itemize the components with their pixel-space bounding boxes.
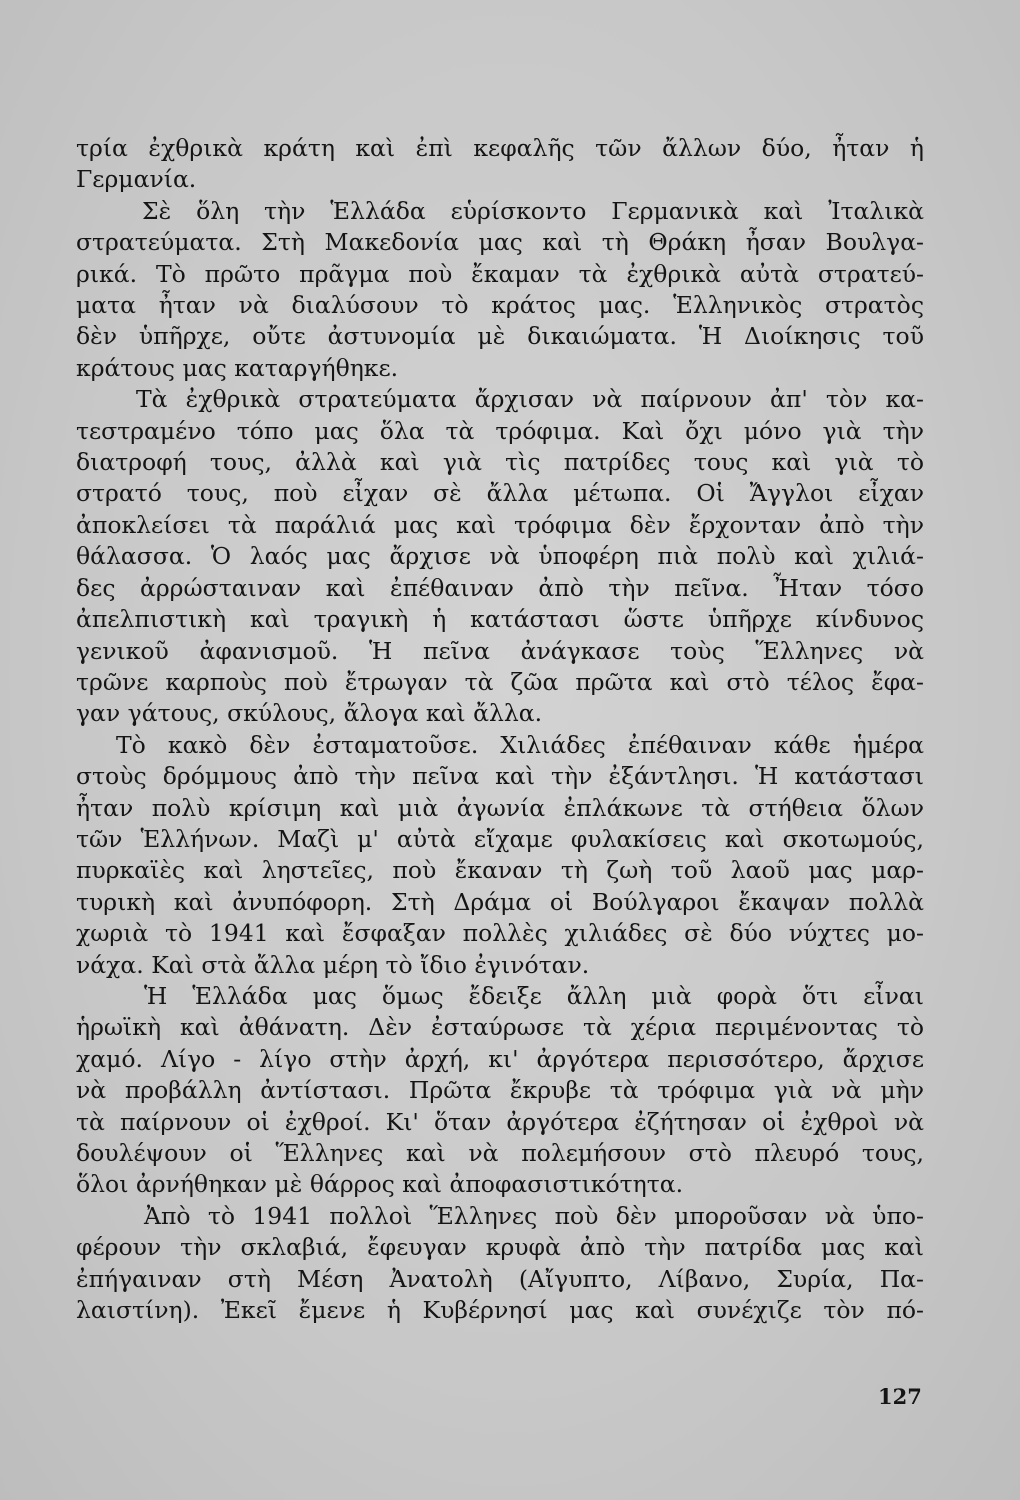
text-line: στοὺς δρόμμους ἀπὸ τὴν πεῖνα καὶ τὴν ἐξάντλησι. Ἡ κατάστασι [76, 762, 924, 791]
text-line: δες ἀρρώσταιναν καὶ ἐπέθαιναν ἀπὸ τὴν πεῖνα. Ἦταν τόσο [76, 573, 924, 602]
text-line: λαιστίνη). Ἐκεῖ ἔμενε ἡ Κυβέρνησί μας καὶ συνέχιζε τὸν πό- [76, 1296, 924, 1325]
text-line: Τὸ κακὸ δὲν ἐσταματοῦσε. Χιλιάδες ἐπέθαιναν κάθε ἡμέρα [116, 730, 924, 759]
text-line: δὲν ὑπῆρχε, οὔτε ἀστυνομία μὲ δικαιώματα. Ἡ Διοίκησις τοῦ [76, 322, 924, 351]
text-line: στρατεύματα. Στὴ Μακεδονία μας καὶ τὴ Θράκη ἦσαν Βουλγα- [76, 228, 924, 257]
text-line: τρία ἐχθρικὰ κράτη καὶ ἐπὶ κεφαλῆς τῶν ἄλλων δύο, ἦταν ἡ [76, 134, 924, 162]
text-line: κράτους μας καταργήθηκε. [76, 353, 399, 382]
text-line: ματα ἦταν νὰ διαλύσουν τὸ κράτος μας. Ἑλληνικὸς στρατὸς [76, 291, 924, 320]
body-text [76, 133, 924, 1326]
text-line: χαμό. Λίγο - λίγο στὴν ἀρχή, κι' ἀργότερα περισσότερο, ἄρχισε [76, 1044, 924, 1073]
text-line: τῶν Ἑλλήνων. Μαζὶ μ' αὐτὰ εἴχαμε φυλακίσεις καὶ σκοτωμούς, [76, 824, 924, 853]
text-line: διατροφή τους, ἀλλὰ καὶ γιὰ τὶς πατρίδες τους καὶ γιὰ τὸ [76, 448, 924, 477]
text-line: ἐπήγαιναν στὴ Μέση Ἀνατολὴ (Αἴγυπτο, Λίβανο, Συρία, Πα- [76, 1264, 924, 1293]
text-line: Σὲ ὅλη τὴν Ἑλλάδα εὑρίσκοντο Γερμανικὰ καὶ Ἰταλικὰ [142, 196, 924, 225]
text-line: στρατό τους, ποὺ εἶχαν σὲ ἄλλα μέτωπα. Οἱ Ἄγγλοι εἶχαν [76, 479, 924, 508]
text-line: νὰ προβάλλη ἀντίστασι. Πρῶτα ἔκρυβε τὰ τρόφιμα γιὰ νὰ μὴν [76, 1076, 924, 1105]
text-line: ἦταν πολὺ κρίσιμη καὶ μιὰ ἀγωνία ἐπλάκωνε τὰ στήθεια ὅλων [76, 793, 924, 822]
text-line: νάχα. Καὶ στὰ ἄλλα μέρη τὸ ἴδιο ἐγινόταν. [76, 950, 590, 979]
text-line: Ἡ Ἑλλάδα μας ὅμως ἔδειξε ἄλλη μιὰ φορὰ ὅτι εἶναι [144, 981, 924, 1010]
page-number: 127 [878, 1384, 922, 1409]
text-line: Τὰ ἐχθρικὰ στρατεύματα ἄρχισαν νὰ παίρνουν ἀπ' τὸν κα- [136, 385, 924, 414]
text-line: γενικοῦ ἀφανισμοῦ. Ἡ πεῖνα ἀνάγκασε τοὺς Ἕλληνες νὰ [76, 636, 924, 665]
text-line: χωριὰ τὸ 1941 καὶ ἔσφαξαν πολλὲς χιλιάδες σὲ δύο νύχτες μο- [76, 919, 924, 948]
text-line: πυρκαϊὲς καὶ ληστεῖες, ποὺ ἔκαναν τὴ ζωὴ τοῦ λαοῦ μας μαρ- [76, 856, 924, 885]
text-line: γαν γάτους, σκύλους, ἄλογα καὶ ἄλλα. [76, 699, 543, 728]
text-line: τρῶνε καρποὺς ποὺ ἔτρωγαν τὰ ζῶα πρῶτα καὶ στὸ τέλος ἔφα- [76, 667, 924, 696]
text-line: ρικά. Τὸ πρῶτο πρᾶγμα ποὺ ἔκαμαν τὰ ἐχθρικὰ αὐτὰ στρατεύ- [76, 259, 924, 288]
text-line: δουλέψουν οἱ Ἕλληνες καὶ νὰ πολεμήσουν στὸ πλευρό τους, [76, 1139, 924, 1167]
text-line: φέρουν τὴν σκλαβιά, ἔφευγαν κρυφὰ ἀπὸ τὴν πατρίδα μας καὶ [76, 1233, 924, 1262]
text-line: Ἀπὸ τὸ 1941 πολλοὶ Ἕλληνες ποὺ δὲν μποροῦσαν νὰ ὑπο- [144, 1201, 924, 1230]
text-line: ὅλοι ἀρνήθηκαν μὲ θάρρος καὶ ἀποφασιστικότητα. [76, 1170, 684, 1199]
text-line: τυρικὴ καὶ ἀνυπόφορη. Στὴ Δράμα οἱ Βούλγαροι ἔκαψαν πολλὰ [76, 887, 924, 916]
text-line: ἀπελπιστικὴ καὶ τραγικὴ ἡ κατάστασι ὥστε ὑπῆρχε κίνδυνος [76, 605, 924, 634]
text-line: ἀποκλείσει τὰ παράλιά μας καὶ τρόφιμα δὲν ἔρχονταν ἀπὸ τὴν [76, 510, 924, 539]
text-line: Γερμανία. [76, 165, 197, 194]
text-line: θάλασσα. Ὁ λαός μας ἄρχισε νὰ ὑποφέρη πιὰ πολὺ καὶ χιλιά- [76, 542, 924, 571]
text-line: τὰ παίρνουν οἱ ἐχθροί. Κι' ὅταν ἀργότερα ἐζήτησαν οἱ ἐχθροὶ νὰ [76, 1107, 924, 1136]
text-line: ἡρωϊκὴ καὶ ἀθάνατη. Δὲν ἐσταύρωσε τὰ χέρια περιμένοντας τὸ [76, 1013, 924, 1042]
text-line: τεστραμένο τόπο μας ὅλα τὰ τρόφιμα. Καὶ ὄχι μόνο γιὰ τὴν [76, 416, 924, 445]
